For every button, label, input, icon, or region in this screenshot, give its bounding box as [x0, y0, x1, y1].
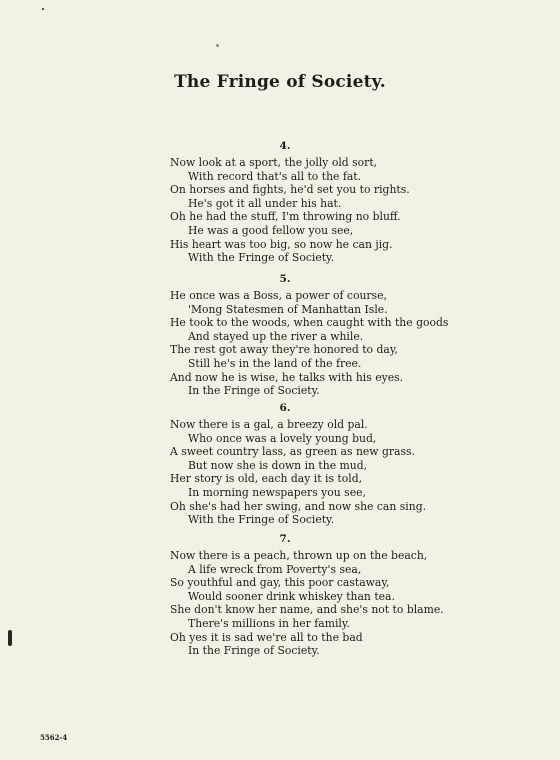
verse-line: With the Fringe of Society. — [188, 513, 335, 527]
verse-line: With the Fringe of Society. — [188, 251, 335, 265]
verse-line: His heart was too big, so now he can jig. — [170, 237, 393, 251]
verse-line: Now there is a gal, a breezy old pal. — [170, 418, 368, 431]
verse-line: Would sooner drink whiskey than tea. — [188, 589, 395, 603]
stanza-number: 5. — [279, 273, 291, 285]
stanza-7 — [170, 533, 550, 658]
paper-speck — [8, 630, 12, 646]
stanza-5 — [170, 273, 550, 398]
verse-line: Oh he had the stuff, I'm throwing no bluff. — [170, 210, 401, 224]
verse-line: She don't know her name, and she's not to blame. — [170, 603, 444, 617]
verse-line: On horses and fights, he'd set you to rights. — [170, 183, 410, 197]
verse-line: A life wreck from Poverty's sea, — [188, 562, 362, 576]
paper-speck — [216, 44, 219, 47]
verse-line: And now he is wise, he talks with his eyes. — [170, 370, 404, 384]
verse-line: Now look at a sport, the jolly old sort, — [170, 156, 378, 169]
verse-line: Who once was a lovely young bud, — [188, 431, 377, 445]
verse-line: A sweet country lass, as green as new grass. — [170, 445, 415, 459]
paper-speck — [42, 8, 44, 10]
page-title: The Fringe of Society. — [174, 72, 386, 92]
stanza-4 — [170, 140, 550, 265]
verse-line: In the Fringe of Society. — [188, 644, 320, 658]
verse-line: But now she is down in the mud, — [188, 458, 368, 472]
verse-line: In the Fringe of Society. — [188, 384, 320, 398]
verse-line: Now there is a peach, thrown up on the beach, — [170, 549, 428, 562]
verse-line: The rest got away they're honored to day, — [170, 343, 398, 357]
stanza-6 — [170, 402, 550, 527]
verse-line: There's millions in her family. — [188, 616, 350, 630]
verse-line: In morning newspapers you see, — [188, 485, 366, 499]
verse-line: He took to the woods, when caught with the goods — [170, 316, 449, 330]
verse-line: With record that's all to the fat. — [188, 169, 362, 183]
verse-line: Her story is old, each day it is told, — [170, 472, 363, 486]
verse-line: Oh yes it is sad we're all to the bad — [170, 630, 363, 644]
verse-line: He was a good fellow you see, — [188, 223, 354, 237]
stanza-number: 6. — [279, 402, 291, 414]
verse-line: He once was a Boss, a power of course, — [170, 289, 387, 302]
verse-line: Still he's in the land of the free. — [188, 356, 362, 370]
stanza-number: 4. — [279, 140, 291, 152]
verse-line: And stayed up the river a while. — [188, 329, 364, 343]
stanza-number: 7. — [279, 533, 291, 545]
plate-number: 5562-4 — [40, 733, 68, 742]
verse-line: Oh she's had her swing, and now she can sing. — [170, 499, 427, 513]
verse-line: 'Mong Statesmen of Manhattan Isle. — [188, 302, 388, 316]
verse-line: So youthful and gay, this poor castaway, — [170, 576, 390, 590]
verse-line: He's got it all under his hat. — [188, 196, 342, 210]
